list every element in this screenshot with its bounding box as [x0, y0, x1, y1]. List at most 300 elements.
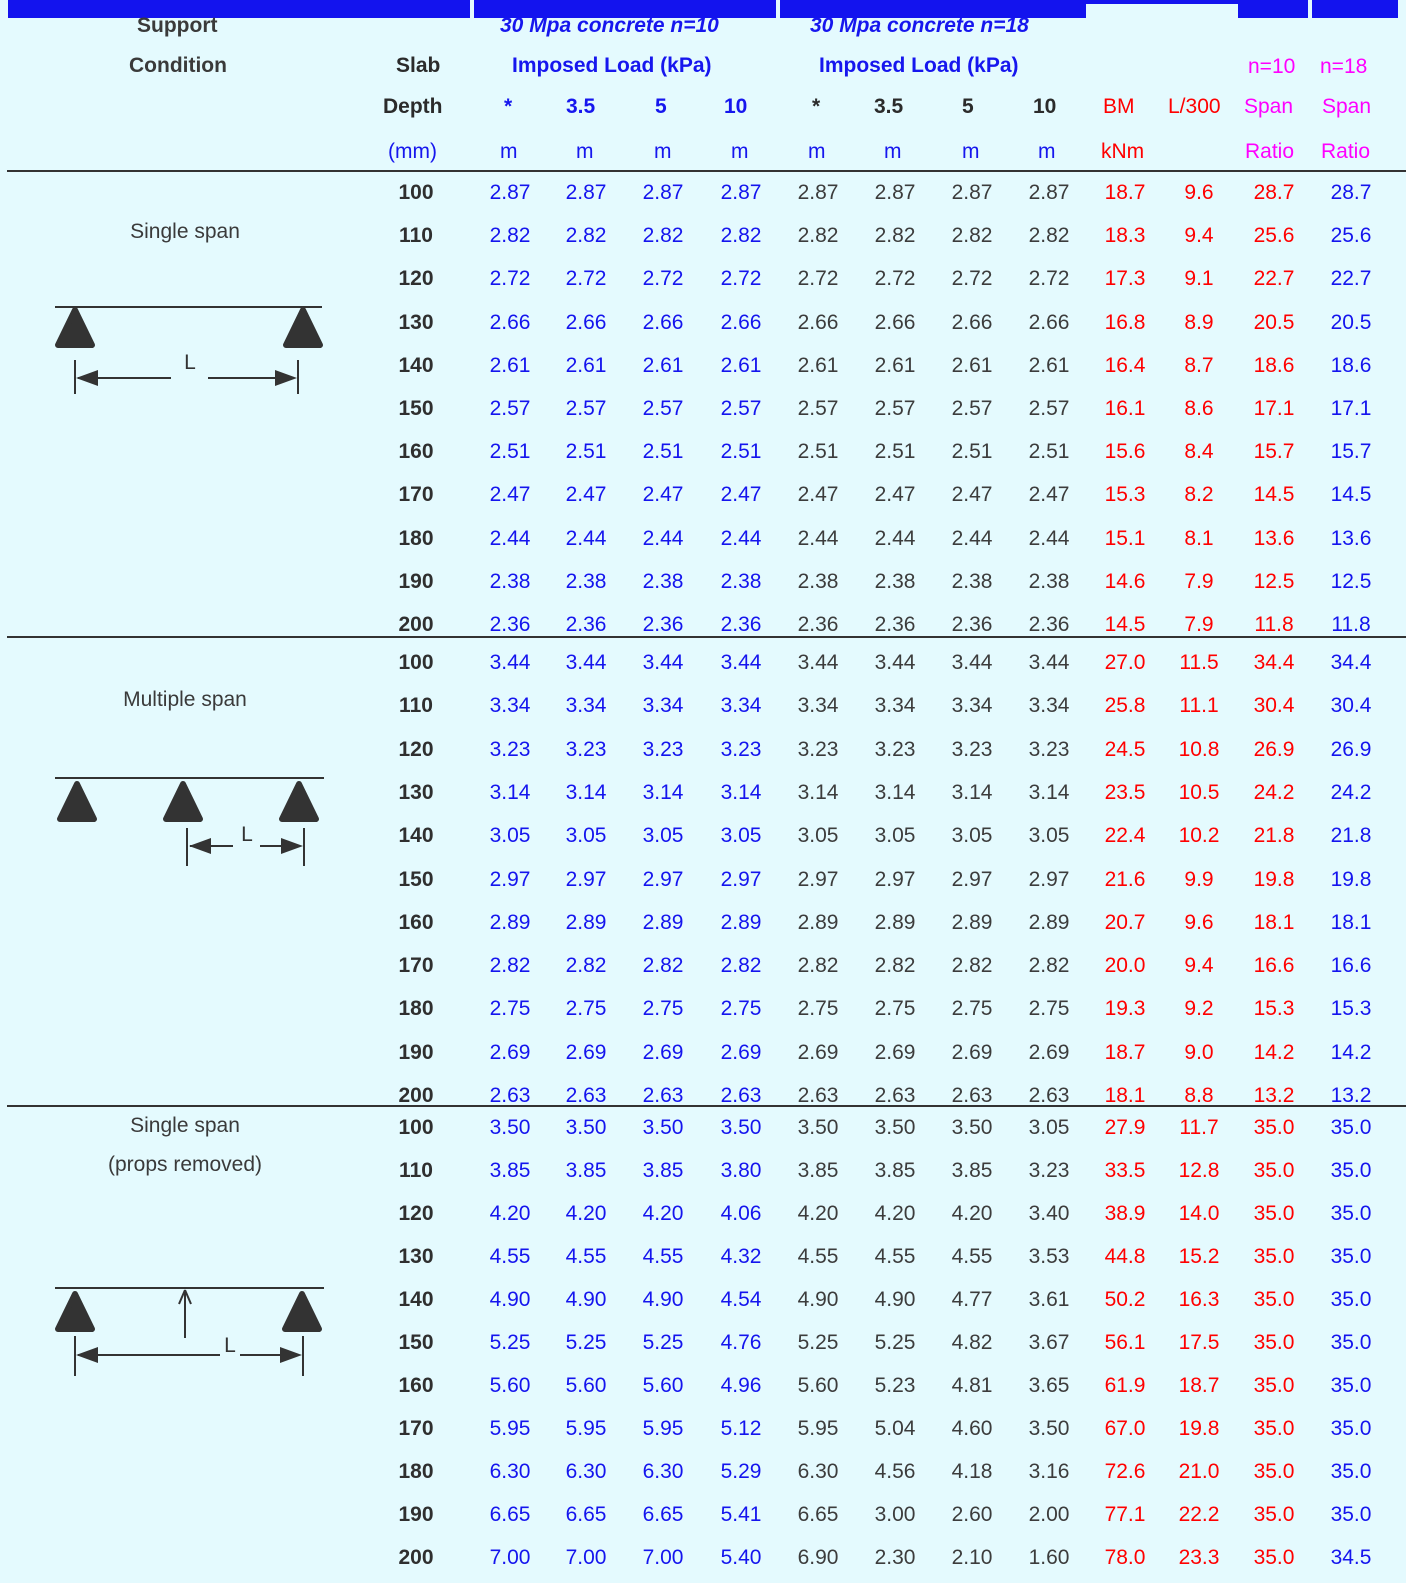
span-ratio-n10-cell: 34.4: [1253, 651, 1295, 674]
span-n18-cell: 2.69: [797, 1041, 839, 1064]
span-n18-cell: 2.30: [874, 1546, 916, 1569]
span-ratio-n18-cell: 18.1: [1330, 911, 1372, 934]
header-group2-imposed-load: Imposed Load (kPa): [819, 54, 1019, 77]
span-ratio-n10-cell: 14.5: [1253, 483, 1295, 506]
span-ratio-n18-cell: 25.6: [1330, 224, 1372, 247]
bm-cell: 50.2: [1104, 1288, 1146, 1311]
span-n18-cell: 3.23: [797, 738, 839, 761]
span-n10-cell: 5.40: [720, 1546, 762, 1569]
span-n18-cell: 3.44: [951, 651, 993, 674]
span-n18-cell: 3.14: [1028, 781, 1070, 804]
span-n18-cell: 3.05: [797, 824, 839, 847]
span-n10-cell: 4.90: [565, 1288, 607, 1311]
slab-depth-cell: 140: [398, 1288, 434, 1311]
span-n10-cell: 2.57: [720, 397, 762, 420]
span-ratio-n10-cell: 25.6: [1253, 224, 1295, 247]
span-n10-cell: 3.44: [720, 651, 762, 674]
span-n10-cell: 5.25: [642, 1331, 684, 1354]
span-n18-cell: 2.69: [1028, 1041, 1070, 1064]
span-n18-cell: 3.50: [951, 1116, 993, 1139]
header-unit-m: m: [1038, 140, 1056, 163]
span-n10-cell: 2.63: [489, 1084, 531, 1107]
span-n18-cell: 4.56: [874, 1460, 916, 1483]
span-n18-cell: 2.61: [874, 354, 916, 377]
span-ratio-n18-cell: 15.7: [1330, 440, 1372, 463]
span-ratio-n10-cell: 35.0: [1253, 1503, 1295, 1526]
header-slab: Slab: [396, 54, 441, 77]
condition-label-props-removed: Single span: [130, 1114, 240, 1137]
span-n10-cell: 2.87: [489, 181, 531, 204]
span-n18-cell: 2.51: [874, 440, 916, 463]
right-arrow-icon: [281, 838, 303, 854]
bm-cell: 15.3: [1104, 483, 1146, 506]
l300-cell: 9.4: [1184, 954, 1214, 977]
right-support-icon: [285, 1294, 319, 1329]
span-n18-cell: 3.05: [951, 824, 993, 847]
span-n18-cell: 3.34: [874, 694, 916, 717]
span-n18-cell: 3.14: [797, 781, 839, 804]
span-ratio-n18-cell: 34.5: [1330, 1546, 1372, 1569]
l300-cell: 9.4: [1184, 224, 1214, 247]
span-n10-cell: 3.23: [489, 738, 531, 761]
span-n10-cell: 2.75: [565, 997, 607, 1020]
l300-cell: 11.7: [1179, 1116, 1219, 1139]
span-ratio-n10-cell: 12.5: [1253, 570, 1295, 593]
l300-cell: 10.5: [1178, 781, 1220, 804]
span-ratio-n10-cell: 13.2: [1253, 1084, 1295, 1107]
span-n18-cell: 2.72: [797, 267, 839, 290]
span-n18-cell: 2.57: [1028, 397, 1070, 420]
slab-depth-cell: 170: [398, 954, 434, 977]
span-n10-cell: 2.57: [489, 397, 531, 420]
span-n10-cell: 2.63: [565, 1084, 607, 1107]
span-n18-cell: 3.50: [1028, 1417, 1070, 1440]
span-n10-cell: 4.55: [489, 1245, 531, 1268]
span-n10-cell: 6.65: [642, 1503, 684, 1526]
condition-label-single-span: Single span: [130, 220, 240, 243]
span-n18-cell: 2.82: [874, 954, 916, 977]
span-n18-cell: 4.90: [874, 1288, 916, 1311]
span-n18-cell: 2.44: [1028, 527, 1070, 550]
l300-cell: 7.9: [1184, 613, 1214, 636]
span-n18-cell: 2.44: [951, 527, 993, 550]
span-n10-cell: 5.60: [642, 1374, 684, 1397]
l300-cell: 8.6: [1184, 397, 1214, 420]
span-n18-cell: 2.82: [1028, 954, 1070, 977]
condition-label-multiple-span: Multiple span: [123, 688, 247, 711]
span-n10-cell: 2.72: [720, 267, 762, 290]
l300-cell: 8.2: [1184, 483, 1214, 506]
span-n18-cell: 2.57: [874, 397, 916, 420]
span-n18-cell: 1.60: [1028, 1546, 1070, 1569]
span-n10-cell: 3.14: [720, 781, 762, 804]
span-n10-cell: 2.36: [642, 613, 684, 636]
span-n10-cell: 5.95: [565, 1417, 607, 1440]
span-n18-cell: 2.63: [1028, 1084, 1070, 1107]
table-row: [0, 517, 1406, 561]
slab-depth-cell: 150: [398, 1331, 434, 1354]
slab-depth-cell: 190: [398, 1503, 434, 1526]
span-n18-cell: 3.34: [951, 694, 993, 717]
span-ratio-n10-cell: 24.2: [1253, 781, 1295, 804]
bm-cell: 21.6: [1104, 868, 1146, 891]
span-n10-cell: 3.05: [565, 824, 607, 847]
span-n10-cell: 2.89: [489, 911, 531, 934]
span-n10-cell: 3.14: [642, 781, 684, 804]
span-ratio-n18-cell: 26.9: [1330, 738, 1372, 761]
table-row: [0, 1407, 1406, 1451]
span-n18-cell: 2.89: [951, 911, 993, 934]
header-n18: n=18: [1320, 55, 1368, 78]
span-ratio-n18-cell: 28.7: [1330, 181, 1372, 204]
left-arrow-icon: [76, 370, 98, 386]
l300-cell: 10.2: [1178, 824, 1220, 847]
span-n18-cell: 4.77: [951, 1288, 993, 1311]
slab-depth-cell: 130: [398, 311, 434, 334]
bm-cell: 23.5: [1104, 781, 1146, 804]
span-ratio-n18-cell: 35.0: [1330, 1116, 1372, 1139]
support-icon: [282, 784, 316, 819]
span-n18-cell: 2.51: [797, 440, 839, 463]
table-row: [0, 1450, 1406, 1494]
l300-cell: 8.1: [1184, 527, 1214, 550]
span-n18-cell: 3.85: [797, 1159, 839, 1182]
multiple-span-diagram: [40, 768, 340, 888]
span-n18-cell: 4.20: [951, 1202, 993, 1225]
span-n18-cell: 2.38: [874, 570, 916, 593]
l300-cell: 8.4: [1184, 440, 1214, 463]
span-n18-cell: 2.82: [797, 224, 839, 247]
span-n18-cell: 2.66: [874, 311, 916, 334]
span-n10-cell: 6.65: [565, 1503, 607, 1526]
bm-cell: 27.0: [1104, 651, 1146, 674]
span-n10-cell: 3.44: [565, 651, 607, 674]
header-n10: n=10: [1248, 55, 1296, 78]
span-n10-cell: 2.63: [720, 1084, 762, 1107]
header-load-3-5: 3.5: [566, 95, 596, 118]
l300-cell: 8.9: [1184, 311, 1214, 334]
header-bm-unit: kNm: [1101, 140, 1145, 163]
bm-cell: 22.4: [1104, 824, 1146, 847]
span-ratio-n10-cell: 35.0: [1253, 1288, 1295, 1311]
span-ratio-n18-cell: 35.0: [1330, 1460, 1372, 1483]
support-icon: [60, 784, 94, 819]
span-n18-cell: 2.47: [1028, 483, 1070, 506]
header-load-5: 5: [962, 95, 974, 118]
span-n18-cell: 3.16: [1028, 1460, 1070, 1483]
span-length-label: L: [184, 351, 196, 374]
span-n18-cell: 3.05: [1028, 824, 1070, 847]
left-arrow-icon: [189, 838, 211, 854]
span-ratio-n10-cell: 13.6: [1253, 527, 1295, 550]
span-n10-cell: 7.00: [565, 1546, 607, 1569]
bm-cell: 44.8: [1104, 1245, 1146, 1268]
span-n10-cell: 4.54: [720, 1288, 762, 1311]
span-n10-cell: 2.57: [565, 397, 607, 420]
header-load-5: 5: [655, 95, 667, 118]
bm-cell: 16.8: [1104, 311, 1146, 334]
span-ratio-n18-cell: 15.3: [1330, 997, 1372, 1020]
span-n10-cell: 2.75: [720, 997, 762, 1020]
span-n10-cell: 3.05: [489, 824, 531, 847]
slab-depth-cell: 100: [398, 181, 434, 204]
span-n10-cell: 2.38: [642, 570, 684, 593]
bm-cell: 16.1: [1104, 397, 1146, 420]
header-depth: Depth: [383, 95, 443, 118]
l300-cell: 17.5: [1178, 1331, 1220, 1354]
span-n18-cell: 3.50: [874, 1116, 916, 1139]
span-n10-cell: 6.65: [489, 1503, 531, 1526]
span-n18-cell: 3.34: [797, 694, 839, 717]
span-n10-cell: 3.50: [642, 1116, 684, 1139]
span-ratio-n10-cell: 14.2: [1253, 1041, 1295, 1064]
span-n18-cell: 2.51: [951, 440, 993, 463]
span-n10-cell: 3.85: [565, 1159, 607, 1182]
span-n18-cell: 2.97: [1028, 868, 1070, 891]
span-ratio-n18-cell: 35.0: [1330, 1374, 1372, 1397]
slab-depth-cell: 140: [398, 824, 434, 847]
span-n10-cell: 5.60: [565, 1374, 607, 1397]
span-length-label: L: [241, 823, 253, 846]
span-n18-cell: 2.87: [1028, 181, 1070, 204]
l300-cell: 10.8: [1178, 738, 1220, 761]
span-n10-cell: 2.51: [720, 440, 762, 463]
bm-cell: 20.0: [1104, 954, 1146, 977]
span-n10-cell: 4.90: [489, 1288, 531, 1311]
span-n18-cell: 2.44: [797, 527, 839, 550]
span-n18-cell: 3.65: [1028, 1374, 1070, 1397]
span-n18-cell: 2.82: [951, 954, 993, 977]
slab-depth-cell: 160: [398, 911, 434, 934]
span-n18-cell: 3.14: [874, 781, 916, 804]
table-row: [0, 171, 1406, 215]
l300-cell: 8.8: [1184, 1084, 1214, 1107]
span-n10-cell: 4.55: [642, 1245, 684, 1268]
span-n18-cell: 5.95: [797, 1417, 839, 1440]
span-n10-cell: 3.14: [489, 781, 531, 804]
span-n18-cell: 4.81: [951, 1374, 993, 1397]
bm-cell: 78.0: [1104, 1546, 1146, 1569]
span-n10-cell: 2.82: [565, 954, 607, 977]
bm-cell: 16.4: [1104, 354, 1146, 377]
table-row: [0, 1192, 1406, 1236]
span-n10-cell: 2.82: [489, 224, 531, 247]
span-ratio-n10-cell: 35.0: [1253, 1417, 1295, 1440]
span-ratio-n10-cell: 30.4: [1253, 694, 1295, 717]
slab-depth-cell: 190: [398, 1041, 434, 1064]
span-n10-cell: 4.76: [720, 1331, 762, 1354]
span-n10-cell: 5.95: [489, 1417, 531, 1440]
span-n18-cell: 4.20: [874, 1202, 916, 1225]
span-n10-cell: 2.38: [489, 570, 531, 593]
span-n10-cell: 2.44: [642, 527, 684, 550]
span-n18-cell: 4.60: [951, 1417, 993, 1440]
span-ratio-n18-cell: 35.0: [1330, 1245, 1372, 1268]
span-n10-cell: 2.97: [565, 868, 607, 891]
span-n18-cell: 2.47: [874, 483, 916, 506]
span-n10-cell: 4.06: [720, 1202, 762, 1225]
span-ratio-n18-cell: 17.1: [1330, 397, 1372, 420]
span-n10-cell: 2.51: [642, 440, 684, 463]
span-n10-cell: 2.63: [642, 1084, 684, 1107]
span-n18-cell: 5.60: [797, 1374, 839, 1397]
bm-cell: 15.1: [1104, 527, 1146, 550]
span-n18-cell: 4.55: [797, 1245, 839, 1268]
span-n18-cell: 2.89: [874, 911, 916, 934]
span-n18-cell: 3.61: [1028, 1288, 1070, 1311]
span-n18-cell: 4.18: [951, 1460, 993, 1483]
slab-depth-cell: 140: [398, 354, 434, 377]
span-n18-cell: 6.90: [797, 1546, 839, 1569]
span-n10-cell: 2.82: [489, 954, 531, 977]
span-ratio-n18-cell: 14.5: [1330, 483, 1372, 506]
header-unit-m: m: [500, 140, 518, 163]
left-arrow-icon: [76, 1347, 98, 1363]
span-n10-cell: 4.32: [720, 1245, 762, 1268]
span-n18-cell: 2.82: [874, 224, 916, 247]
span-ratio-n18-cell: 18.6: [1330, 354, 1372, 377]
span-n10-cell: 2.97: [720, 868, 762, 891]
l300-cell: 7.9: [1184, 570, 1214, 593]
span-n18-cell: 3.67: [1028, 1331, 1070, 1354]
span-n18-cell: 3.53: [1028, 1245, 1070, 1268]
span-n10-cell: 7.00: [642, 1546, 684, 1569]
l300-cell: 18.7: [1178, 1374, 1220, 1397]
span-n10-cell: 2.69: [489, 1041, 531, 1064]
header-ratio-n10: Ratio: [1245, 140, 1295, 163]
slab-depth-cell: 200: [398, 613, 434, 636]
span-n18-cell: 3.05: [1028, 1116, 1070, 1139]
span-n10-cell: 2.89: [565, 911, 607, 934]
span-n18-cell: 4.82: [951, 1331, 993, 1354]
bm-cell: 33.5: [1104, 1159, 1146, 1182]
span-ratio-n18-cell: 22.7: [1330, 267, 1372, 290]
span-ratio-n10-cell: 35.0: [1253, 1374, 1295, 1397]
span-n18-cell: 4.20: [797, 1202, 839, 1225]
span-n10-cell: 3.50: [720, 1116, 762, 1139]
span-n10-cell: 3.80: [720, 1159, 762, 1182]
span-n18-cell: 2.72: [1028, 267, 1070, 290]
span-n10-cell: 5.25: [489, 1331, 531, 1354]
table-row: [0, 1493, 1406, 1537]
span-ratio-n18-cell: 35.0: [1330, 1159, 1372, 1182]
table-row: [0, 944, 1406, 988]
span-ratio-n18-cell: 35.0: [1330, 1417, 1372, 1440]
span-n10-cell: 3.05: [642, 824, 684, 847]
slab-depth-cell: 170: [398, 1417, 434, 1440]
span-n10-cell: 5.41: [720, 1503, 762, 1526]
span-n10-cell: 2.61: [565, 354, 607, 377]
slab-depth-cell: 160: [398, 1374, 434, 1397]
span-n10-cell: 2.82: [720, 954, 762, 977]
bm-cell: 17.3: [1104, 267, 1146, 290]
span-n18-cell: 5.25: [797, 1331, 839, 1354]
span-n10-cell: 3.34: [489, 694, 531, 717]
span-ratio-n10-cell: 19.8: [1253, 868, 1295, 891]
span-n10-cell: 2.72: [642, 267, 684, 290]
slab-depth-cell: 120: [398, 1202, 434, 1225]
span-n18-cell: 2.66: [951, 311, 993, 334]
l300-cell: 23.3: [1178, 1546, 1220, 1569]
span-n10-cell: 2.97: [489, 868, 531, 891]
span-n18-cell: 3.05: [874, 824, 916, 847]
span-n18-cell: 2.63: [797, 1084, 839, 1107]
span-n10-cell: 2.44: [720, 527, 762, 550]
span-ratio-n18-cell: 35.0: [1330, 1331, 1372, 1354]
slab-depth-cell: 200: [398, 1084, 434, 1107]
span-n10-cell: 2.47: [720, 483, 762, 506]
span-n10-cell: 3.44: [489, 651, 531, 674]
table-row: [0, 1235, 1406, 1279]
span-n18-cell: 3.23: [1028, 738, 1070, 761]
span-ratio-n18-cell: 14.2: [1330, 1041, 1372, 1064]
span-ratio-n18-cell: 13.6: [1330, 527, 1372, 550]
table-row: [0, 728, 1406, 772]
l300-cell: 21.0: [1178, 1460, 1220, 1483]
span-n10-cell: 2.69: [720, 1041, 762, 1064]
span-ratio-n10-cell: 28.7: [1253, 181, 1295, 204]
span-n10-cell: 2.61: [489, 354, 531, 377]
span-n18-cell: 2.97: [797, 868, 839, 891]
span-n18-cell: 2.87: [797, 181, 839, 204]
header-support: Support: [137, 14, 218, 37]
span-n10-cell: 2.36: [489, 613, 531, 636]
span-n10-cell: 2.66: [720, 311, 762, 334]
slab-depth-cell: 130: [398, 1245, 434, 1268]
span-n10-cell: 2.66: [642, 311, 684, 334]
bm-cell: 18.3: [1104, 224, 1146, 247]
span-ratio-n10-cell: 35.0: [1253, 1331, 1295, 1354]
span-ratio-n10-cell: 35.0: [1253, 1546, 1295, 1569]
span-n18-cell: 6.30: [797, 1460, 839, 1483]
span-n10-cell: 2.97: [642, 868, 684, 891]
span-ratio-n10-cell: 35.0: [1253, 1245, 1295, 1268]
l300-cell: 11.5: [1179, 651, 1219, 674]
header-unit-m: m: [654, 140, 672, 163]
bm-cell: 72.6: [1104, 1460, 1146, 1483]
span-ratio-n18-cell: 34.4: [1330, 651, 1372, 674]
l300-cell: 9.6: [1184, 911, 1214, 934]
span-n10-cell: 3.50: [489, 1116, 531, 1139]
span-n10-cell: 2.61: [642, 354, 684, 377]
span-n18-cell: 3.85: [951, 1159, 993, 1182]
span-ratio-n18-cell: 16.6: [1330, 954, 1372, 977]
header-group1-imposed-load: Imposed Load (kPa): [512, 54, 712, 77]
header-bm: BM: [1103, 95, 1135, 118]
span-ratio-n18-cell: 35.0: [1330, 1288, 1372, 1311]
span-n18-cell: 2.00: [1028, 1503, 1070, 1526]
bm-cell: 18.1: [1104, 1084, 1146, 1107]
span-ratio-n10-cell: 35.0: [1253, 1460, 1295, 1483]
span-n18-cell: 5.04: [874, 1417, 916, 1440]
l300-cell: 11.1: [1179, 694, 1219, 717]
span-n18-cell: 2.38: [797, 570, 839, 593]
span-n18-cell: 2.61: [797, 354, 839, 377]
span-n18-cell: 3.50: [797, 1116, 839, 1139]
span-n10-cell: 3.50: [565, 1116, 607, 1139]
header-unit-m: m: [576, 140, 594, 163]
header-span-n10: Span: [1244, 95, 1294, 118]
slab-depth-cell: 100: [398, 651, 434, 674]
span-ratio-n10-cell: 18.1: [1253, 911, 1295, 934]
span-n10-cell: 3.23: [565, 738, 607, 761]
table-row: [0, 641, 1406, 685]
span-n10-cell: 3.85: [489, 1159, 531, 1182]
header-load-3-5: 3.5: [874, 95, 904, 118]
span-n18-cell: 2.97: [951, 868, 993, 891]
l300-cell: 9.6: [1184, 181, 1214, 204]
span-n10-cell: 2.82: [720, 224, 762, 247]
